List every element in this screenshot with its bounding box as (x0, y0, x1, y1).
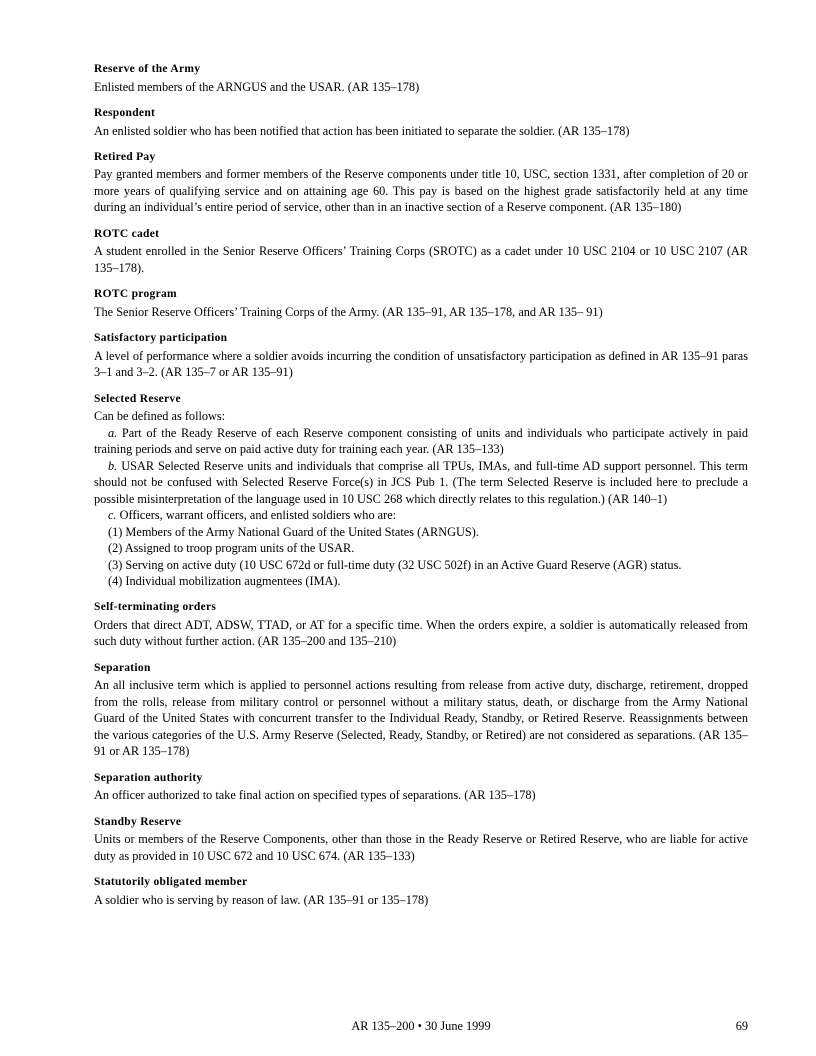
glossary-term: Separation (94, 661, 151, 674)
sub-item (94, 557, 748, 573)
sub-item (94, 458, 748, 507)
glossary-term: Selected Reserve (94, 392, 181, 405)
sub-item (94, 425, 748, 458)
glossary-entry (94, 875, 748, 908)
sub-item-label: (2) (108, 541, 123, 556)
sub-item-text: Officers, warrant officers, and enlisted soldiers who are: (119, 508, 397, 523)
sub-item-text: Assigned to troop program units of the USAR. (124, 541, 355, 556)
sub-item-text: USAR Selected Reserve units and individuals that comprise all TPUs, IMAs, and full-time AD support personnel. This term should not be confused with Selected Reserve Force(s) in JCS Pub 1. (The term Selected Reserve is included here to preclude a possible misinterpretation of the language used in 10 USC 268 which directly relates to this regulation.) (AR 140–1) (94, 458, 748, 506)
sub-item (94, 540, 748, 556)
sub-item-label: c. (108, 508, 117, 523)
glossary-term: Standby Reserve (94, 815, 182, 828)
sub-item (94, 573, 748, 589)
glossary-term: Satisfactory participation (94, 332, 228, 345)
sub-item-label: a. (108, 425, 118, 440)
glossary-entry (94, 227, 748, 276)
glossary-term: Reserve of the Army (94, 63, 201, 75)
glossary-entries (94, 62, 748, 908)
glossary-definition: A level of performance where a soldier avoids incurring the condition of unsatisfactory participation as defined in AR 135–91 paras 3–1 and 3–2. (AR 135–7 or AR 135–91) (94, 348, 748, 380)
glossary-definition: A student enrolled in the Senior Reserve Officers’ Training Corps (SROTC) as a cadet under 10 USC 2104 or 10 USC 2107 (AR 135–178). (94, 244, 748, 275)
glossary-entry (94, 661, 748, 760)
glossary-term: Retired Pay (94, 150, 156, 163)
glossary-definition: Can be defined as follows: (94, 409, 226, 424)
glossary-definition: Enlisted members of the ARNGUS and the USAR. (AR 135–178) (94, 79, 420, 94)
page-number: 69 (735, 1019, 748, 1033)
glossary-entry (94, 287, 748, 320)
glossary-term: ROTC cadet (94, 227, 160, 240)
glossary-entry (94, 331, 748, 380)
glossary-term: ROTC program (94, 288, 177, 301)
sub-item-label: b. (108, 458, 118, 473)
sub-item-label: (3) (108, 557, 123, 572)
glossary-definition: The Senior Reserve Officers’ Training Corps of the Army. (AR 135–91, AR 135–178, and AR 135– 91) (94, 304, 603, 319)
glossary-entry (94, 815, 748, 864)
sub-item-text: Part of the Ready Reserve of each Reserve component consisting of units and individuals who participate actively in paid training periods and serve on paid active duty for training each year. (AR 135–133) (94, 425, 749, 457)
glossary-entry (94, 106, 748, 139)
glossary-entry (94, 771, 748, 804)
sub-item-text: Individual mobilization augmentees (IMA). (125, 573, 341, 588)
glossary-term: Respondent (94, 106, 156, 119)
glossary-entry (94, 392, 748, 590)
glossary-definition: Orders that direct ADT, ADSW, TTAD, or AT for a specific time. When the orders expire, a soldier is automatically released from such duty without further action. (AR 135–200 and 135–210) (94, 617, 748, 649)
page-footer (94, 1019, 748, 1034)
sub-item (94, 524, 748, 540)
sub-item (94, 507, 748, 523)
footer-citation: AR 135–200 • 30 June 1999 (351, 1019, 491, 1033)
sub-item-label: (1) (108, 524, 123, 539)
glossary-term: Separation authority (94, 771, 203, 784)
glossary-definition: Pay granted members and former members of the Reserve components under title 10, USC, section 1331, after completion of 20 or more years of qualifying service and on attaining age 60. This pay is based on the highest grade satisfactorily held at any time during an individual’s entire period of service, other than in an inactive section of a Reserve component. (AR 135–180) (94, 167, 748, 215)
glossary-term: Statutorily obligated member (94, 876, 248, 889)
glossary-definition: An all inclusive term which is applied to personnel actions resulting from release from active duty, discharge, retirement, dropped from the rolls, release from military control or personnel without a military status, death, or discharge from the Army National Guard of the United States with concurrent transfer to the Individual Ready, Standby, or Retired Reserve. Reassignments between the various categories of the U.S. Army Reserve (Selected, Ready, Standby, or Retired) are not considered as separations. (AR 135–91 or AR 135–178) (94, 678, 748, 759)
glossary-term: Self-terminating orders (94, 601, 217, 614)
sub-item-text: Members of the Army National Guard of the United States (ARNGUS). (125, 524, 479, 539)
sub-item-label: (4) (108, 573, 123, 588)
glossary-entry (94, 600, 748, 649)
glossary-definition: An enlisted soldier who has been notified that action has been initiated to separate the soldier. (AR 135–178) (94, 123, 630, 138)
glossary-definition: An officer authorized to take final action on specified types of separations. (AR 135–178) (94, 788, 536, 803)
glossary-definition: Units or members of the Reserve Components, other than those in the Ready Reserve or Retired Reserve, who are liable for active duty as provided in 10 USC 672 and 10 USC 674. (AR 135–133) (94, 832, 748, 863)
glossary-entry (94, 150, 748, 216)
sub-item-text: Serving on active duty (10 USC 672d or full-time duty (32 USC 502f) in an Active Guard Reserve (AGR) status. (125, 557, 682, 572)
footer-inner (94, 1019, 748, 1034)
glossary-definition: A soldier who is serving by reason of law. (AR 135–91 or 135–178) (94, 892, 429, 907)
glossary-entry (94, 62, 748, 95)
